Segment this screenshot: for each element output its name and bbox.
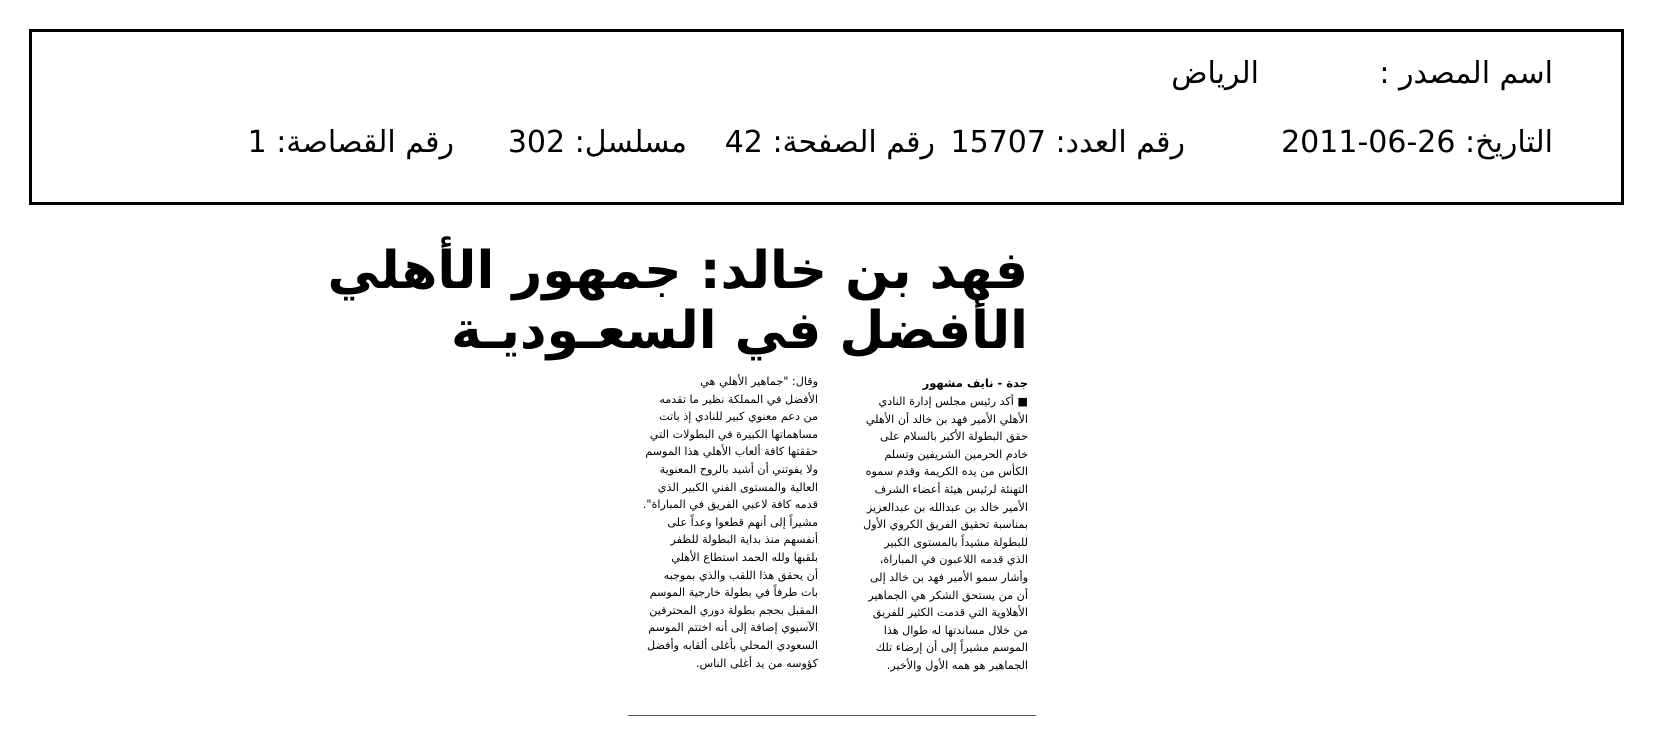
date-field: التاريخ: 26-06-2011 [1281,125,1553,160]
column-line: أن يحقق هذا اللقب والذي بموجبه [663,568,818,582]
column-line: الموسم مشيراً إلى أن إرضاء تلك [875,641,1028,655]
issue-number-field: رقم العدد: 15707 [950,125,1185,160]
column-line: بلقبها ولله الحمد استطاع الأهلي [671,550,818,564]
newspaper-clipping [327,238,1036,716]
column-line: الجماهير هو همه الأول والأخير. [886,658,1028,672]
column-line: قدمه كافة لاعبي الفريق في المباراة". [642,498,818,512]
headline-line-2: الأفضل في السعـوديـة [451,301,1028,361]
column-line: الكأس من يده الكريمة وقدم سموه [865,465,1028,479]
column-line: أنفسهم منذ بداية البطولة للظفر [670,533,818,547]
article-column-right [832,393,1028,675]
metadata-box [29,29,1624,205]
column-line: ولا يفوتني أن أشيد بالروح المعنوية [659,462,818,476]
column-line: الأفضل في المملكة نظير ما تقدمه [659,392,818,406]
column-line: من دعم معنوي كبير للنادي إذ باتت [659,410,818,424]
column-line: بات طرفاً في بطولة خارجية الموسم [649,586,818,600]
page-number-field: رقم الصفحة: 42 [724,125,935,160]
source-label: اسم المصدر : [1379,56,1553,91]
column-line: التهنئة لرئيس هيئة أعضاء الشرف [874,482,1028,496]
column-line: مساهماتها الكبيرة في البطولات التي [649,427,818,441]
column-line: الأهلاوية التي قدمت الكثير للفريق [872,606,1028,620]
headline-line-1: فهد بن خالد: جمهور الأهلي [327,241,1028,301]
article-column-left [622,373,818,672]
byline: جدة - نايف مشهور [922,376,1028,390]
bottom-rule [628,715,1036,716]
column-line: ■ أكد رئيس مجلس إدارة النادي [878,395,1028,408]
serial-field: مسلسل: 302 [507,125,687,160]
column-line: الذي قدمه اللاعبون في المباراة، [879,553,1028,567]
column-line: المقبل بحجم بطولة دوري المحترفين [649,603,818,617]
column-line: مشيراً إلى أنهم قطعوا وعداً على [667,515,818,529]
column-line: الأمير خالد بن عبدالله بن عبدالعزيز [866,500,1028,514]
column-line: كؤوسه من يد أغلى الناس. [695,656,818,670]
column-line: السعودي المحلي بأغلى ألقابه وأفضل [646,638,818,652]
source-value: الرياض [1171,56,1259,91]
column-line: وقال: "جماهير الأهلي هي [700,375,818,388]
column-line: خادم الحرمين الشريفين وتسلم [884,447,1028,461]
column-line: للبطولة مشيداً بالمستوى الكبير [884,535,1028,549]
column-line: أن من يستحق الشكر هي الجماهير [868,588,1028,602]
column-line: الآسيوي إضافة إلى أنه اختتم الموسم [648,621,818,635]
column-line: الأهلي الأمير فهد بن خالد أن الأهلي [865,412,1028,426]
column-line: بمناسبة تحقيق الفريق الكروي الأول [863,518,1028,532]
column-line: وأشار سمو الأمير فهد بن خالد إلى [869,570,1028,584]
column-line: من خلال مساندتها له طوال هذا [883,623,1028,637]
column-line: حققتها كافة ألعاب الأهلي هذا الموسم [645,445,818,459]
column-line: حقق البطولة الأكبر بالسلام على [880,430,1028,444]
column-line: العالية والمستوى الفني الكبير الذي [657,480,818,494]
clip-number-field: رقم القصاصة: 1 [247,125,454,160]
